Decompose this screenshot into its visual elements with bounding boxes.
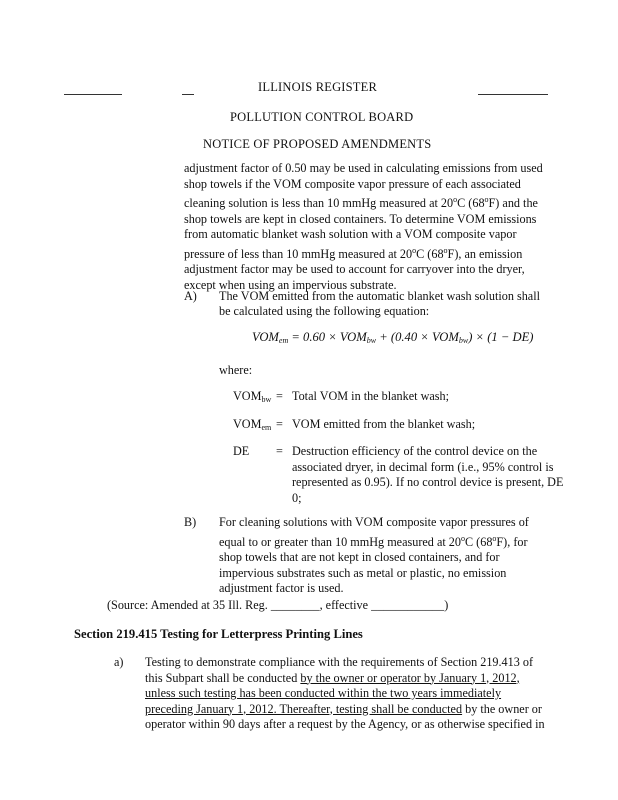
item-b-line: equal to or greater than 10 mmHg measured at 20$^o$C (68$^o$F), for [219,533,528,549]
item-a-line1: The VOM emitted from the automatic blanket wash solution shall [219,289,540,303]
def-term-de: DE [233,444,250,458]
def-desc-vomem: VOM emitted from the blanket wash; [292,417,476,431]
item-b-line: For cleaning solutions with VOM composite vapor pressures of [219,515,529,529]
intro-line: adjustment factor may be used to account for carryover into the dryer, [184,262,525,276]
where-label: where: [219,363,253,377]
item-b-text [219,515,529,597]
def-term-vombw: $VOM_{bw}$ [233,389,272,404]
intro-line: cleaning solution is less than 10 mmHg measured at 20$^o$C (68$^o$F) and the [184,195,538,210]
def-eq-vombw: = [276,389,283,403]
def-eq-de: = [276,444,283,458]
section-a-line: operator within 90 days after a request by the Agency, or as otherwise specified in [145,717,545,731]
item-a-line2: be calculated using the following equation: [219,304,430,318]
register-title: ILLINOIS REGISTER [258,80,378,94]
intro-line: adjustment factor of 0.50 may be used in calculating emissions from used [184,161,543,175]
section-a-line: unless such testing has been conducted within the two years immediately [145,686,502,700]
blanket-wash-equation: $VOM_{em} = 0.60 \times VOM_{bw} + (0.40 \times VOM_{bw}) \times (1 - DE)$ [252,330,534,345]
item-b-line: adjustment factor is used. [219,581,344,595]
section-a-text [145,655,545,733]
section-a-line: Testing to demonstrate compliance with the requirements of Section 219.413 of [145,655,534,669]
def-eq-vomem: = [276,417,283,431]
intro-line: shop towels are kept in closed containers. To determine VOM emissions [184,211,537,226]
section-a-marker: a) [114,655,124,669]
header-blank-left [64,94,122,95]
board-title: POLLUTION CONTROL BOARD [230,110,414,124]
section-a-line: this Subpart shall be conducted by the owner or operator by January 1, 2012, [145,670,520,685]
notice-title: NOTICE OF PROPOSED AMENDMENTS [203,137,432,151]
item-b-line: impervious substrates such as metal or plastic, no emission [219,565,507,580]
de-line: Destruction efficiency of the control device on the [292,444,538,458]
def-term-vomem: $VOM_{em}$ [233,417,272,432]
item-a-marker: A) [184,289,197,303]
item-b-line: shop towels that are not kept in closed containers, and for [219,550,500,564]
section-heading: Section 219.415 Testing for Letterpress Printing Lines [74,627,363,641]
source-note: (Source: Amended at 35 Ill. Reg. ________, effective ____________) [107,598,449,612]
intro-line: shop towels if the VOM composite vapor pressure of each associated [184,176,521,191]
de-line: 0; [292,490,302,505]
intro-line: from automatic blanket wash solution with a VOM composite vapor [184,227,517,241]
item-b-marker: B) [184,515,197,529]
def-desc-vombw: Total VOM in the blanket wash; [292,389,449,403]
section-a-line: preceding January 1, 2012. Thereafter, testing shall be conducted by the owner or [145,701,542,716]
def-desc-de [292,444,563,506]
intro-paragraph [184,161,543,293]
intro-line: pressure of less than 10 mmHg measured at 20$^o$C (68$^o$F), an emission [184,245,523,261]
header-blank-right [478,94,548,95]
intro-line: except when using an impervious substrate. [184,277,397,292]
header-blank-mid [182,94,194,95]
de-line: represented as 0.95). If no control device is present, DE [292,475,564,489]
de-line: associated dryer, in decimal form (i.e., 95% control is [292,459,554,474]
